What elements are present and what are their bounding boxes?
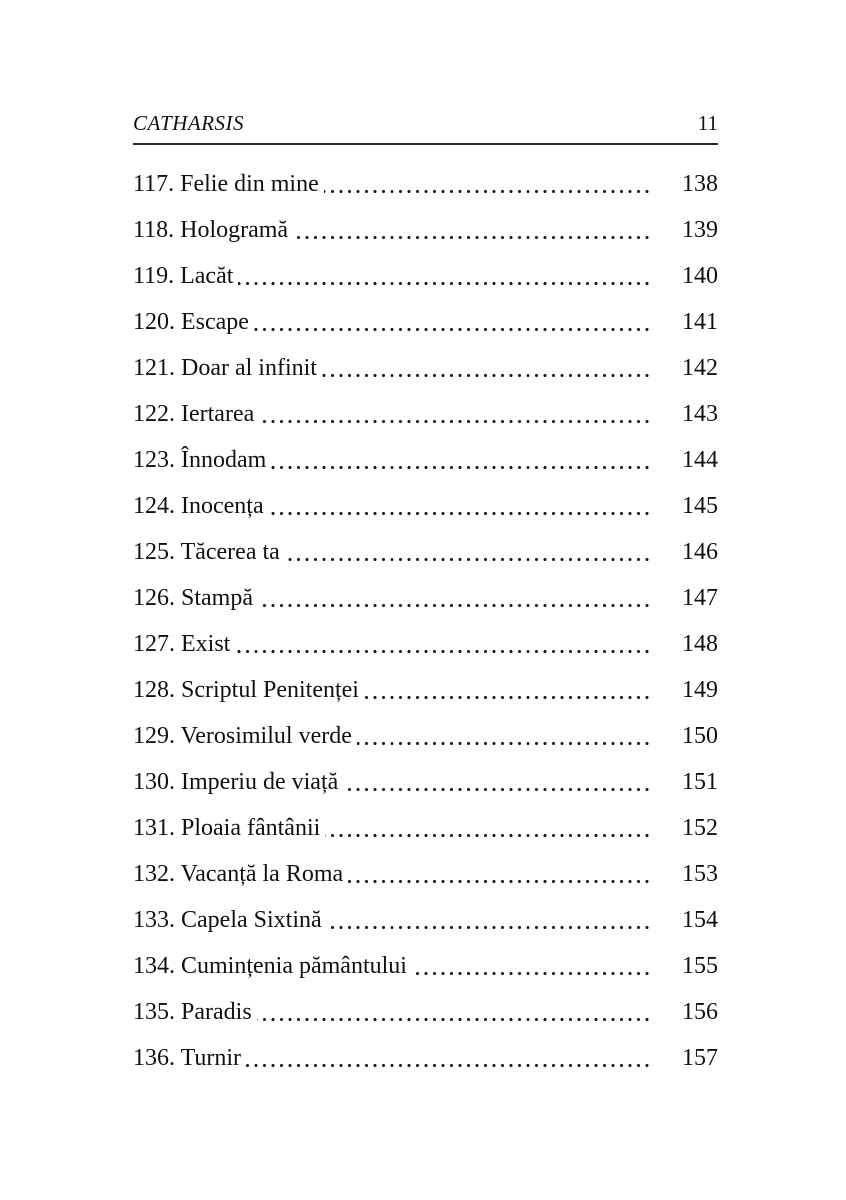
toc-entry-label: 131. Ploaia fântânii: [133, 805, 325, 851]
toc-entry-page: 156: [654, 989, 718, 1035]
toc-entry: [133, 207, 718, 253]
toc-entry: [133, 621, 718, 667]
toc-entry-page: 140: [654, 253, 718, 299]
toc-entry-page: 148: [654, 621, 718, 667]
toc-entry-page: 147: [654, 575, 718, 621]
toc-entry-page: 138: [654, 161, 718, 207]
toc-entry-page: 154: [654, 897, 718, 943]
toc-entry-page: 142: [654, 345, 718, 391]
toc-entry: [133, 345, 718, 391]
toc-entry: [133, 989, 718, 1035]
toc-entry-page: 157: [654, 1035, 718, 1081]
toc-entry: [133, 391, 718, 437]
toc-entry-label: 135. Paradis: [133, 989, 257, 1035]
table-of-contents: [133, 161, 718, 1081]
toc-entry-label: 134. Cumințenia pământului: [133, 943, 412, 989]
toc-entry-label: 120. Escape: [133, 299, 254, 345]
toc-entry-page: 141: [654, 299, 718, 345]
toc-entry: [133, 851, 718, 897]
toc-entry-page: 151: [654, 759, 718, 805]
toc-entry-label: 126. Stampă: [133, 575, 258, 621]
toc-entry: [133, 253, 718, 299]
toc-entry-label: 118. Hologramă: [133, 207, 293, 253]
toc-entry: [133, 161, 718, 207]
toc-entry-page: 149: [654, 667, 718, 713]
toc-entry: [133, 667, 718, 713]
toc-entry-page: 150: [654, 713, 718, 759]
page-number: 11: [697, 111, 718, 135]
toc-entry: [133, 437, 718, 483]
toc-entry-label: 119. Lacăt: [133, 253, 238, 299]
toc-entry: [133, 299, 718, 345]
toc-entry: [133, 483, 718, 529]
toc-entry-page: 144: [654, 437, 718, 483]
toc-entry: [133, 805, 718, 851]
toc-entry-label: 122. Iertarea: [133, 391, 259, 437]
toc-entry-label: 132. Vacanță la Roma: [133, 851, 348, 897]
toc-entry: [133, 897, 718, 943]
toc-entry-label: 125. Tăcerea ta: [133, 529, 285, 575]
toc-entry-page: 139: [654, 207, 718, 253]
toc-entry: [133, 713, 718, 759]
toc-entry-label: 121. Doar al infinit: [133, 345, 322, 391]
toc-entry: [133, 575, 718, 621]
toc-entry-label: 136. Turnir: [133, 1035, 246, 1081]
book-title: CATHARSIS: [133, 111, 245, 135]
toc-entry-page: 155: [654, 943, 718, 989]
toc-entry-label: 130. Imperiu de viață: [133, 759, 343, 805]
toc-entry-page: 146: [654, 529, 718, 575]
toc-entry-page: 152: [654, 805, 718, 851]
running-head: [133, 110, 718, 145]
toc-entry-label: 123. Înnodam: [133, 437, 271, 483]
toc-entry: [133, 1035, 718, 1081]
toc-entry-label: 127. Exist: [133, 621, 235, 667]
toc-entry-page: 153: [654, 851, 718, 897]
toc-entry: [133, 529, 718, 575]
toc-entry-label: 128. Scriptul Penitenței: [133, 667, 364, 713]
toc-entry-page: 145: [654, 483, 718, 529]
toc-entry-label: 133. Capela Sixtină: [133, 897, 327, 943]
toc-entry: [133, 943, 718, 989]
toc-entry-label: 129. Verosimilul verde: [133, 713, 357, 759]
toc-entry-label: 124. Inocența: [133, 483, 269, 529]
toc-entry: [133, 759, 718, 805]
toc-entry-label: 117. Felie din mine: [133, 161, 324, 207]
toc-entry-page: 143: [654, 391, 718, 437]
